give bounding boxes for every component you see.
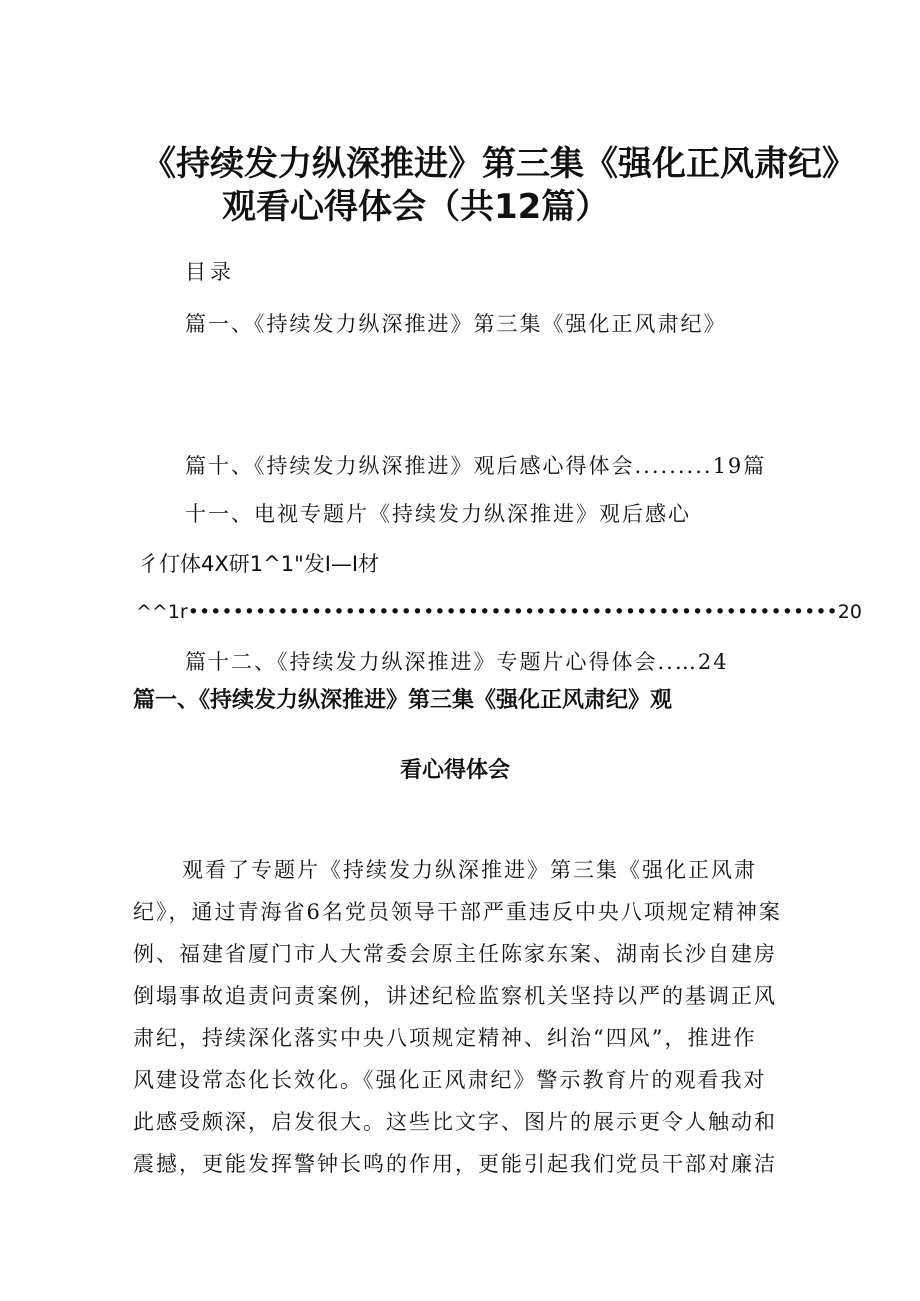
paragraph-line: 倒塌事故追责问责案例，讲述纪检监察机关坚持以严的基调正风 (133, 984, 777, 1008)
section-heading-line-2: 看心得体会 (400, 758, 511, 783)
toc-item: 篇十、《持续发力纵深推进》观后感心得体会.........19篇 (185, 454, 767, 478)
document-title-line-2: 观看心得体会（共12篇） (222, 187, 610, 227)
paragraph-line: 例、福建省厦门市人大常委会原主任陈家东案、湖南长沙自建房 (133, 942, 777, 966)
section-heading-line-1: 篇一、《持续发力纵深推进》第三集《强化正风肃纪》观 (133, 688, 673, 713)
toc-item: 十一、电视专题片《持续发力纵深推进》观后感心 (185, 502, 691, 526)
paragraph-line: 观看了专题片《持续发力纵深推进》第三集《强化正风肃 (182, 858, 757, 882)
toc-item-garbled: 彳仃体4X研1^1"发I—I材 (138, 552, 380, 576)
document-title-line-1: 《持续发力纵深推进》第三集《强化正风肃纪》 (142, 144, 856, 184)
paragraph-line: 风建设常态化长效化。《强化正风肃纪》警示教育片的观看我对 (133, 1068, 767, 1092)
paragraph-line: 肃纪，持续深化落实中央八项规定精神、纠治“四风”，推进作 (133, 1026, 757, 1050)
toc-item: 篇一、《持续发力纵深推进》第三集《强化正风肃纪》 (185, 312, 727, 336)
toc-heading: 目录 (185, 260, 235, 284)
paragraph-line: 震撼，更能发挥警钟长鸣的作用，更能引起我们党员干部对廉洁 (133, 1152, 777, 1176)
paragraph-line: 纪》，通过青海省6名党员领导干部严重违反中央八项规定精神案 (133, 900, 782, 924)
toc-item: 篇十二、《持续发力纵深推进》专题片心得体会..…24 (185, 650, 729, 674)
paragraph-line: 此感受颇深，启发很大。这些比文字、图片的展示更令人触动和 (133, 1110, 777, 1134)
toc-item-dot-leader: ^^1r••••••••••••••••••••••••••••••••••••••••••••••••••••••••••20 (136, 601, 862, 623)
